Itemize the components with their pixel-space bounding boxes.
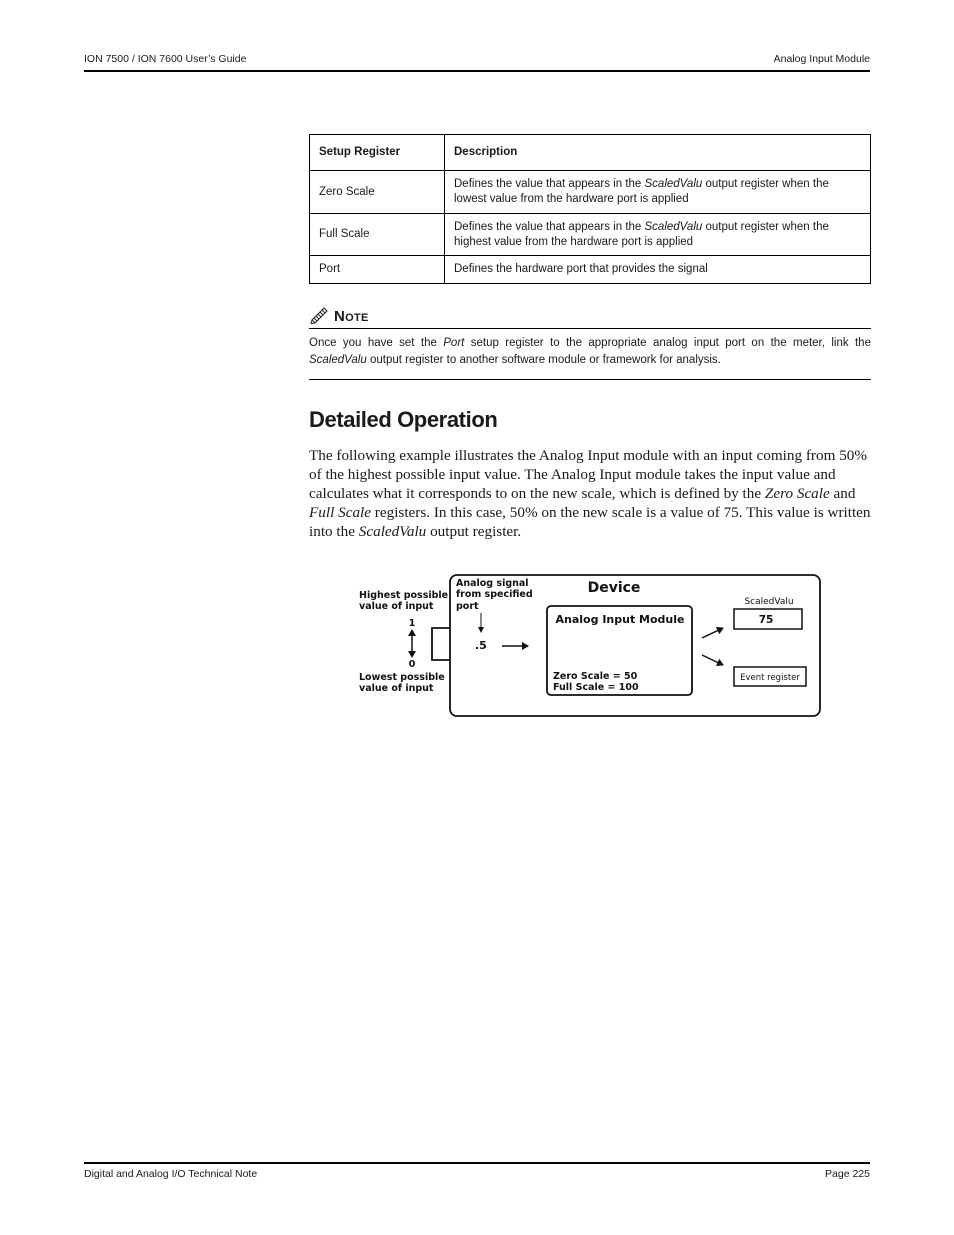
table-cell-description: Defines the hardware port that provides the signal bbox=[445, 256, 871, 284]
signal-arrow-head bbox=[478, 627, 484, 633]
scaled-valu-label: ScaledValu bbox=[744, 597, 794, 607]
table-cell-register: Port bbox=[310, 256, 445, 284]
footer-rule bbox=[84, 1162, 870, 1164]
output-arrow-scaled bbox=[702, 628, 723, 638]
signal-label-line3: port bbox=[456, 601, 479, 612]
zero-scale-label: Zero Scale = 50 bbox=[553, 671, 638, 682]
module-label: Analog Input Module bbox=[555, 613, 685, 626]
value-top: 1 bbox=[408, 618, 416, 629]
event-register-label: Event register bbox=[740, 673, 800, 683]
signal-label-line2: from specified bbox=[456, 589, 533, 600]
table-header-description: Description bbox=[445, 135, 871, 171]
note-title: NOTE bbox=[334, 308, 369, 325]
table-cell-description: Defines the value that appears in the ScaledValu output register when the highest value from the hardware port is applied bbox=[445, 214, 871, 256]
note-text: Once you have set the Port setup register to the appropriate analog input port on the meter, link the ScaledValu output register to another software module or framework for analysis. bbox=[309, 337, 871, 366]
highest-label-line1: Highest possible bbox=[359, 590, 449, 601]
input-value: .5 bbox=[475, 639, 487, 652]
table-cell-register: Zero Scale bbox=[310, 171, 445, 214]
footer-title: Digital and Analog I/O Technical Note bbox=[84, 1168, 258, 1180]
range-arrow-down bbox=[408, 651, 416, 658]
value-bottom: 0 bbox=[408, 659, 416, 670]
section-title: Detailed Operation bbox=[309, 407, 498, 432]
signal-label-line1: Analog signal bbox=[456, 578, 529, 589]
scaled-valu-value: 75 bbox=[758, 614, 774, 626]
full-scale-label: Full Scale = 100 bbox=[553, 682, 639, 693]
table-header-register: Setup Register bbox=[310, 135, 445, 171]
device-label: Device bbox=[587, 580, 641, 596]
page-number: Page 225 bbox=[825, 1168, 870, 1180]
port-connector bbox=[432, 628, 450, 660]
header-title: ION 7500 / ION 7600 User’s Guide bbox=[84, 53, 247, 65]
table-cell-register: Full Scale bbox=[310, 214, 445, 256]
highest-label-line2: value of input bbox=[359, 601, 434, 612]
output-arrow-event bbox=[702, 655, 723, 665]
lowest-label-line1: Lowest possible bbox=[359, 672, 445, 683]
header-section: Analog Input Module bbox=[773, 53, 870, 65]
section-paragraph: The following example illustrates the Analog Input module with an input coming from 50% of the highest possible input value. The Analog Input module takes the input value and calculates what it corresponds to on the new scale, which is defined by the Zero Scale and Full Scale registers. In this case, 50% on the new scale is a value of 75. This value is written into the ScaledValu output register. bbox=[309, 447, 871, 540]
range-arrow-up bbox=[408, 629, 416, 636]
table-cell-description: Defines the value that appears in the ScaledValu output register when the lowest value from the hardware port is applied bbox=[445, 171, 871, 214]
lowest-label-line2: value of input bbox=[359, 683, 434, 694]
